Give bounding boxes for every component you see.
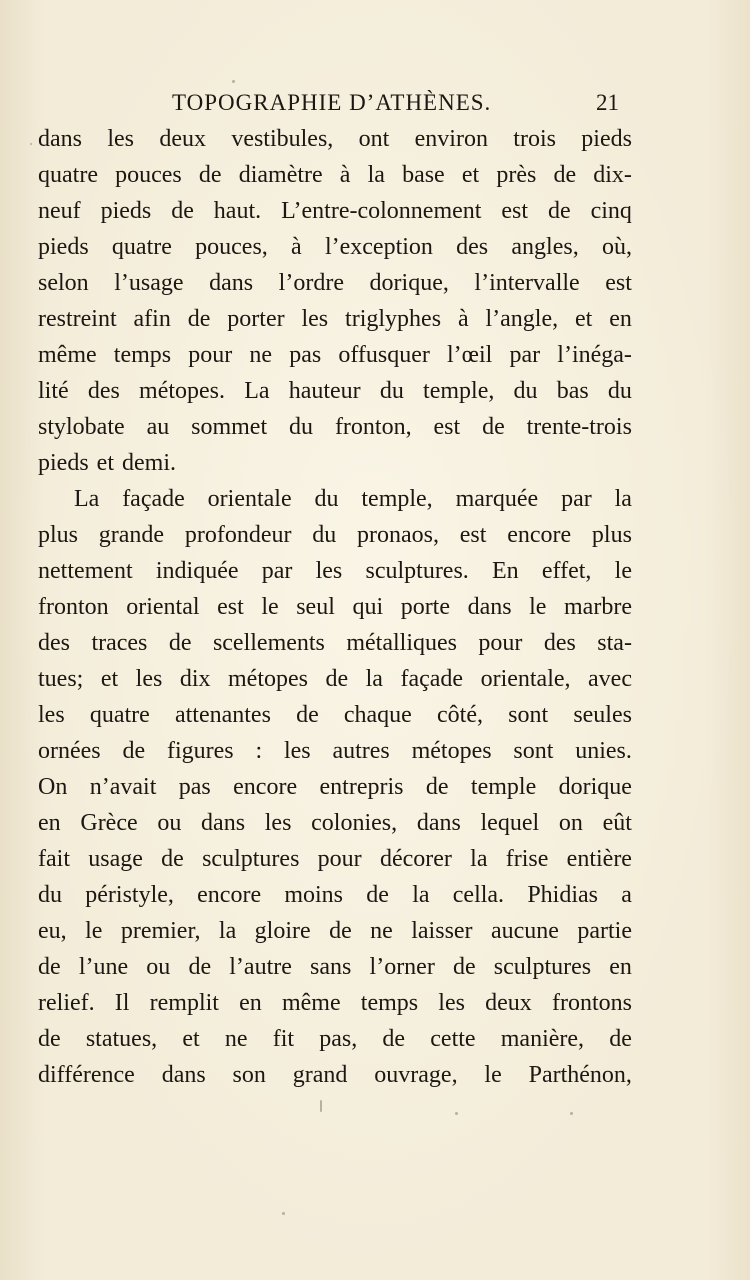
- text-line: [38, 270, 632, 306]
- word: à: [457, 306, 469, 332]
- word: tues;: [38, 666, 84, 692]
- word: ne: [370, 918, 393, 944]
- word: les: [135, 666, 163, 692]
- word: métopes.: [139, 378, 226, 404]
- word: pour: [478, 630, 523, 656]
- word: et: [182, 1026, 200, 1052]
- word: façade: [122, 486, 185, 512]
- text-line: [38, 558, 632, 594]
- word: au: [146, 414, 170, 440]
- text-line: [38, 594, 632, 630]
- word: angles,: [511, 234, 579, 260]
- word: seul: [296, 594, 335, 620]
- word: les: [438, 990, 465, 1016]
- word: pronaos,: [357, 522, 439, 548]
- text-line: [38, 1026, 632, 1062]
- paper-speck: [30, 143, 32, 145]
- word: en: [609, 954, 632, 980]
- word: le: [614, 558, 632, 584]
- word: La: [244, 378, 270, 404]
- word: haut.: [213, 198, 262, 224]
- word: base: [402, 162, 445, 188]
- word: oriental: [126, 594, 200, 620]
- paper-speck: [570, 1112, 573, 1115]
- word: afin: [133, 306, 171, 332]
- word: dans: [467, 594, 512, 620]
- text-line: [38, 990, 632, 1026]
- word: frise: [505, 846, 549, 872]
- page-header: [0, 90, 750, 126]
- text-line: [38, 774, 632, 810]
- word: de: [452, 954, 476, 980]
- word: l’intervalle: [474, 270, 580, 296]
- word: chaque: [343, 702, 412, 728]
- word: remplit: [149, 990, 219, 1016]
- word: on: [558, 810, 583, 836]
- word: cette: [430, 1026, 476, 1052]
- word: selon: [38, 270, 89, 296]
- word: quatre: [89, 702, 150, 728]
- word: de: [547, 198, 571, 224]
- word: l’usage: [114, 270, 184, 296]
- word: environ: [414, 126, 488, 152]
- word: deux: [159, 126, 206, 152]
- word: l’exception: [324, 234, 433, 260]
- word: ne: [249, 342, 273, 368]
- word: autres: [332, 738, 390, 764]
- word: entière: [566, 846, 632, 872]
- word: de: [329, 918, 352, 944]
- word: côté,: [437, 702, 483, 728]
- word: ont: [358, 126, 390, 152]
- page-number: 21: [596, 90, 619, 115]
- word: temple,: [361, 486, 433, 512]
- word: dorique,: [369, 270, 449, 296]
- word: pieds: [38, 450, 89, 476]
- word: sta-: [597, 630, 632, 656]
- word: frontons: [551, 990, 632, 1016]
- word: l’autre: [229, 954, 292, 980]
- text-line: [38, 450, 632, 486]
- body-text: [38, 126, 632, 1098]
- paper-speck: [232, 80, 235, 83]
- word: scellements: [212, 630, 325, 656]
- word: hauteur: [288, 378, 361, 404]
- word: la: [218, 918, 237, 944]
- word: métalliques: [346, 630, 457, 656]
- text-line: [38, 810, 632, 846]
- text-line: [38, 198, 632, 234]
- word: porte: [400, 594, 450, 620]
- word: colonies,: [311, 810, 398, 836]
- word: fait: [38, 846, 70, 872]
- word: cinq: [590, 198, 632, 224]
- word: On: [38, 774, 68, 800]
- word: plus: [38, 522, 79, 548]
- word: Il: [114, 990, 130, 1016]
- word: métopes: [228, 666, 308, 692]
- word: près: [496, 162, 537, 188]
- word: diamètre: [238, 162, 323, 188]
- word: les: [107, 126, 134, 152]
- word: aucune: [490, 918, 559, 944]
- word: en: [239, 990, 262, 1016]
- word: de: [382, 1026, 406, 1052]
- word: indiquée: [155, 558, 239, 584]
- word: à: [339, 162, 351, 188]
- word: temple,: [423, 378, 495, 404]
- word: l’œil: [447, 342, 493, 368]
- word: restreint: [38, 306, 117, 332]
- word: la: [412, 882, 430, 908]
- word: de: [38, 1026, 61, 1052]
- word: temps: [113, 342, 172, 368]
- text-line: [38, 486, 632, 522]
- word: du: [607, 378, 632, 404]
- word: :: [255, 738, 263, 764]
- word: et: [461, 162, 480, 188]
- word: seules: [573, 702, 632, 728]
- word: offusquer: [338, 342, 430, 368]
- word: fronton: [38, 594, 109, 620]
- word: du: [379, 378, 404, 404]
- text-line: [38, 738, 632, 774]
- word: premier,: [120, 918, 201, 944]
- word: et: [100, 666, 119, 692]
- word: orientale,: [480, 666, 571, 692]
- word: pour: [188, 342, 233, 368]
- word: Parthénon,: [528, 1062, 632, 1088]
- running-title: TOPOGRAPHIE D’ATHÈNES.: [172, 90, 492, 115]
- word: de: [38, 954, 61, 980]
- word: ouvrage,: [374, 1062, 458, 1088]
- word: de: [168, 630, 192, 656]
- word: différence: [38, 1062, 135, 1088]
- word: ou: [157, 810, 182, 836]
- word: même: [38, 342, 97, 368]
- word: de: [198, 162, 222, 188]
- word: la: [365, 666, 383, 692]
- word: En: [492, 558, 519, 584]
- word: profondeur: [184, 522, 292, 548]
- word: pieds: [100, 198, 152, 224]
- word: des: [87, 378, 120, 404]
- word: est: [501, 198, 529, 224]
- word: unies.: [575, 738, 632, 764]
- word: des: [543, 630, 576, 656]
- word: le: [85, 918, 103, 944]
- word: n’avait: [89, 774, 157, 800]
- word: deux: [485, 990, 532, 1016]
- word: du: [289, 414, 314, 440]
- word: dans: [201, 810, 246, 836]
- word: en: [609, 306, 632, 332]
- text-line: [38, 522, 632, 558]
- paper-speck: [455, 1112, 458, 1115]
- word: de: [482, 414, 505, 440]
- word: sculptures: [202, 846, 300, 872]
- word: sculptures.: [365, 558, 469, 584]
- word: est: [459, 522, 487, 548]
- text-line: [38, 162, 632, 198]
- word: eu,: [38, 918, 67, 944]
- word: orientale: [207, 486, 292, 512]
- text-line: [38, 630, 632, 666]
- word: fit: [272, 1026, 295, 1052]
- word: effet,: [541, 558, 592, 584]
- word: ou: [146, 954, 171, 980]
- word: le: [529, 594, 547, 620]
- word: temple: [470, 774, 537, 800]
- word: sont: [508, 702, 549, 728]
- word: demi.: [122, 450, 176, 476]
- text-line: [38, 306, 632, 342]
- word: la: [367, 162, 385, 188]
- word: lité: [38, 378, 69, 404]
- word: eût: [602, 810, 632, 836]
- text-line: [38, 1062, 632, 1098]
- word: trois: [513, 126, 556, 152]
- word: avec: [588, 666, 632, 692]
- word: dix: [179, 666, 211, 692]
- text-line: [38, 882, 632, 918]
- word: de: [425, 774, 449, 800]
- word: temps: [360, 990, 419, 1016]
- text-line: [38, 378, 632, 414]
- word: de: [609, 1026, 632, 1052]
- word: attenantes: [174, 702, 271, 728]
- word: l’ordre: [278, 270, 344, 296]
- word: l’une: [78, 954, 129, 980]
- word: des: [38, 630, 70, 656]
- word: du: [314, 486, 339, 512]
- word: laisser: [411, 918, 473, 944]
- word: de: [325, 666, 349, 692]
- word: triglyphes: [345, 306, 442, 332]
- text-line: [38, 234, 632, 270]
- word: à: [291, 234, 302, 260]
- word: vestibules,: [231, 126, 334, 152]
- word: marbre: [564, 594, 632, 620]
- word: dorique: [558, 774, 632, 800]
- word: grand: [292, 1062, 348, 1088]
- word: usage: [88, 846, 143, 872]
- word: dans: [209, 270, 254, 296]
- word: grande: [98, 522, 165, 548]
- word: est: [433, 414, 461, 440]
- word: pieds: [38, 234, 89, 260]
- word: est: [605, 270, 632, 296]
- word: son: [232, 1062, 266, 1088]
- word: pas,: [319, 1026, 358, 1052]
- word: relief.: [38, 990, 95, 1016]
- word: manière,: [500, 1026, 585, 1052]
- word: métopes: [411, 738, 492, 764]
- word: encore: [197, 882, 262, 908]
- word: fronton,: [334, 414, 412, 440]
- word: porter: [227, 306, 285, 332]
- word: les: [264, 810, 292, 836]
- word: stylobate: [38, 414, 125, 440]
- word: qui: [352, 594, 384, 620]
- word: bas: [556, 378, 589, 404]
- word: les: [38, 702, 65, 728]
- word: ne: [224, 1026, 248, 1052]
- word: quatre: [38, 162, 98, 188]
- word: marquée: [455, 486, 539, 512]
- word: sculptures: [493, 954, 592, 980]
- word: de: [553, 162, 577, 188]
- word: Phidias: [527, 882, 598, 908]
- word: est: [217, 594, 244, 620]
- word: la: [470, 846, 488, 872]
- word: sont: [513, 738, 554, 764]
- word: le: [484, 1062, 502, 1088]
- word: et: [96, 450, 114, 476]
- text-line: [38, 918, 632, 954]
- word: des: [456, 234, 489, 260]
- word: de: [171, 198, 194, 224]
- word: où,: [601, 234, 632, 260]
- word: de: [366, 882, 389, 908]
- word: façade: [400, 666, 464, 692]
- word: et: [575, 306, 593, 332]
- word: l’inéga-: [557, 342, 632, 368]
- word: par: [509, 342, 541, 368]
- paper-speck: [320, 1100, 322, 1112]
- word: même: [281, 990, 341, 1016]
- word: L’entre-colonnement: [281, 198, 482, 224]
- word: figures: [166, 738, 234, 764]
- text-line: [38, 954, 632, 990]
- word: cella.: [452, 882, 505, 908]
- word: encore: [233, 774, 298, 800]
- word: péristyle,: [85, 882, 174, 908]
- text-line: [38, 414, 632, 450]
- word: pouces,: [195, 234, 268, 260]
- word: l’angle,: [485, 306, 559, 332]
- word: les: [315, 558, 343, 584]
- word: quatre: [111, 234, 172, 260]
- word: statues,: [85, 1026, 158, 1052]
- word: moins: [284, 882, 344, 908]
- word: La: [74, 486, 100, 512]
- word: du: [38, 882, 62, 908]
- word: dans: [161, 1062, 206, 1088]
- word: pas: [178, 774, 211, 800]
- word: dans: [38, 126, 82, 152]
- text-line: [38, 702, 632, 738]
- word: plus: [591, 522, 632, 548]
- word: par: [561, 486, 592, 512]
- word: lequel: [480, 810, 540, 836]
- word: Grèce: [80, 810, 138, 836]
- word: nettement: [38, 558, 133, 584]
- word: du: [312, 522, 337, 548]
- text-line: [38, 126, 632, 162]
- word: traces: [91, 630, 148, 656]
- word: ornées: [38, 738, 101, 764]
- word: l’orner: [369, 954, 435, 980]
- word: dix-: [593, 162, 632, 188]
- word: pieds: [581, 126, 632, 152]
- word: par: [261, 558, 293, 584]
- word: de: [187, 306, 211, 332]
- word: en: [38, 810, 61, 836]
- word: neuf: [38, 198, 81, 224]
- word: les: [301, 306, 329, 332]
- text-line: [38, 342, 632, 378]
- word: de: [296, 702, 319, 728]
- paper-speck: [282, 1212, 285, 1215]
- word: de: [122, 738, 146, 764]
- word: de: [188, 954, 212, 980]
- word: du: [513, 378, 538, 404]
- word: dans: [416, 810, 461, 836]
- word: gloire: [254, 918, 311, 944]
- word: entrepris: [319, 774, 404, 800]
- word: pour: [317, 846, 362, 872]
- word: les: [283, 738, 311, 764]
- word: pouces: [115, 162, 182, 188]
- text-line: [38, 846, 632, 882]
- word: partie: [577, 918, 632, 944]
- word: pas: [289, 342, 322, 368]
- text-line: [38, 666, 632, 702]
- word: décorer: [379, 846, 452, 872]
- word: encore: [507, 522, 572, 548]
- word: a: [621, 882, 632, 908]
- word: sommet: [191, 414, 268, 440]
- word: la: [614, 486, 632, 512]
- word: le: [261, 594, 279, 620]
- word: de: [161, 846, 184, 872]
- word: trente-trois: [526, 414, 632, 440]
- word: sans: [310, 954, 352, 980]
